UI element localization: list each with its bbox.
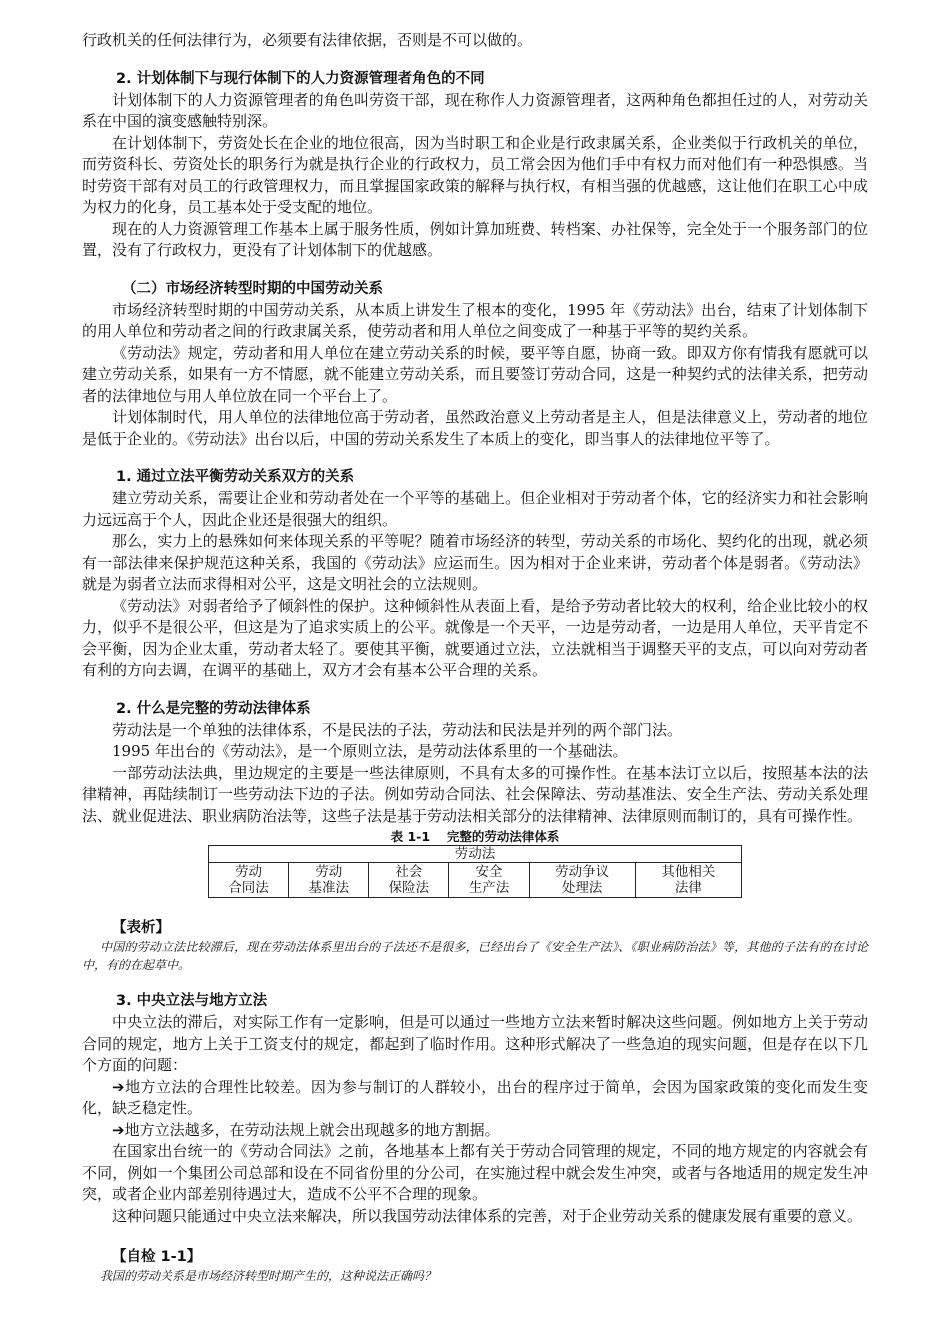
self-check-title: 【自检 1-1】 [112,1249,202,1265]
table-header-cell: 劳动法 [209,846,742,863]
section-heading-central-local: 3. 中央立法与地方立法 [116,993,268,1009]
body-paragraph: 《劳动法》规定，劳动者和用人单位在建立劳动关系的时候，要平等自愿，协商一致。即双方你有情我有愿就可以建立劳动关系，如果有一方不情愿，就不能建立劳动关系，而且要签订劳动合同，这是一种契约式的法律关系，把劳动者的法律地位与用人单位放在同一个平台上了。 [82,343,868,405]
self-check-question: 我国的劳动关系是市场经济转型时期产生的，这种说法正确吗？ [100,1269,437,1283]
table-cell: 其他相关 法律 [635,863,741,898]
body-paragraph: 1995 年出台的《劳动法》，是一个原则立法，是劳动法体系里的一个基础法。 [112,742,628,760]
section-heading-market-transition: （二）市场经济转型时期的中国劳动关系 [122,280,383,297]
intro-tail-paragraph: 行政机关的任何法律行为，必须要有法律依据，否则是不可以做的。 [82,31,533,49]
body-paragraph: 劳动法是一个单独的法律体系，不是民法的子法，劳动法和民法是并列的两个部门法。 [112,720,683,739]
table-cell: 社会 保险法 [369,863,449,898]
table-cell: 劳动争议 处理法 [529,863,635,898]
section-heading-roles: 2. 计划体制下与现行体制下的人力资源管理者角色的不同 [116,70,485,87]
body-paragraph: 计划体制下的人力资源管理者的角色叫劳资干部，现在称作人力资源管理者，这两种角色都担任过的人，对劳动关系在中国的演变感触特别深。 [82,90,868,130]
arrow-icon: ➔ [112,1120,125,1139]
table-cell: 安全 生产法 [449,863,529,898]
body-paragraph: 市场经济转型时期的中国劳动关系，从本质上讲发生了根本的变化，1995 年《劳动法》出台，结束了计划体制下的用人单位和劳动者之间的行政隶属关系，使劳动者和用人单位之间变成了一种基于平等的契约关系。 [82,300,868,340]
table-caption: 表 1-1 完整的劳动法律体系 [390,829,560,844]
body-paragraph: 《劳动法》对弱者给予了倾斜性的保护。这种倾斜性从表面上看，是给予劳动者比较大的权利，给企业比较小的权力，似乎不是很公平，但这是为了追求实质上的公平。就像是一个天平，一边是劳动者，一边是用人单位，天平肯定不会平衡，因为企业太重，劳动者太轻了。要使其平衡，就要通过立法，立法就相当于调整天平的支点，可以向对劳动者有利的方向去调，在调平的基础上，双方才会有基本公平合理的关系。 [82,596,868,679]
body-paragraph: 在国家出台统一的《劳动合同法》之前，各地基本上都有关于劳动合同管理的规定，不同的地方规定的内容就会有不同，例如一个集团公司总部和设在不同省份里的分公司，在实施过程中就会发生冲突，或者与各地适用的规定发生冲突，或者企业内部差别待遇过大，造成不公平不合理的现象。 [82,1142,868,1203]
body-paragraph: 建立劳动关系，需要让企业和劳动者处在一个平等的基础上。但企业相对于劳动者个体，它的经济实力和社会影响力远远高于个人，因此企业还是很强大的组织。 [82,489,868,529]
section-heading-legal-system: 2. 什么是完整的劳动法律体系 [116,700,311,717]
table-analysis-title: 【表析】 [112,920,170,936]
body-paragraph: 现在的人力资源管理工作基本上属于服务性质，例如计算加班费、转档案、办社保等，完全处于一个服务部门的位置，没有了行政权力，更没有了计划体制下的优越感。 [82,219,868,259]
table-cell: 劳动 合同法 [209,863,289,898]
body-paragraph: 一部劳动法法典，里边规定的主要是一些法律原则，不具有太多的可操作性。在基本法订立以后，按照基本法的法律精神，再陆续制订一些劳动法下边的子法。例如劳动合同法、社会保障法、劳动基准法、安全生产法、劳动关系处理法、就业促进法、职业病防治法等，这些子法是基于劳动法相关部分的法律精神、法律原则而制订的，具有可操作性。 [82,763,868,825]
table-analysis-text: 中国的劳动立法比较滞后，现在劳动法体系里出台的子法还不是很多，已经出台了《安全生产法》、《职业病防治法》等，其他的子法有的在讨论中，有的在起草中。 [82,940,868,972]
body-paragraph: 这种问题只能通过中央立法来解决，所以我国劳动法律体系的完善，对于企业劳动关系的健康发展有重要的意义。 [112,1206,863,1225]
body-paragraph: 在计划体制下，劳资处长在企业的地位很高，因为当时职工和企业是行政隶属关系，企业类似于行政机关的单位，而劳资科长、劳资处长的职务行为就是执行企业的行政权力，员工常会因为他们手中有权力而对他们有一种恐惧感。当时劳资干部有对员工的行政管理权力，而且掌握国家政策的解释与执行权，有相当强的优越感，这让他们在职工心中成为权力的化身，员工基本处于受支配的地位。 [82,133,868,216]
bullet-item: ➔地方立法越多，在劳动法规上就会出现越多的地方割据。 [112,1120,500,1139]
labor-law-system-table [208,845,742,898]
table-cell: 劳动 基准法 [289,863,369,898]
arrow-icon: ➔ [112,1077,125,1096]
body-paragraph: 那么，实力上的悬殊如何来体现关系的平等呢？随着市场经济的转型，劳动关系的市场化、契约化的出现，就必须有一部法律来保护规范这种关系，我国的《劳动法》应运而生。因为相对于企业来讲，劳动者个体是弱者。《劳动法》就是为弱者立法而求得相对公平，这是文明社会的立法规则。 [82,532,868,593]
bullet-item: ➔地方立法的合理性比较差。因为参与制订的人群较小，出台的程序过于简单，会因为国家政策的变化而发生变化，缺乏稳定性。 [82,1077,868,1117]
body-paragraph: 中央立法的滞后，对实际工作有一定影响，但是可以通过一些地方立法来暂时解决这些问题。例如地方上关于劳动合同的规定，地方上关于工资支付的规定，都起到了临时作用。这种形式解决了一些急迫的现实问题，但是存在以下几个方面的问题： [82,1013,868,1074]
body-paragraph: 计划体制时代，用人单位的法律地位高于劳动者，虽然政治意义上劳动者是主人，但是法律意义上，劳动者的地位是低于企业的。《劳动法》出台以后，中国的劳动关系发生了本质上的变化，即当事人的法律地位平等了。 [82,408,868,448]
section-heading-legislation-balance: 1. 通过立法平衡劳动关系双方的关系 [116,469,355,485]
